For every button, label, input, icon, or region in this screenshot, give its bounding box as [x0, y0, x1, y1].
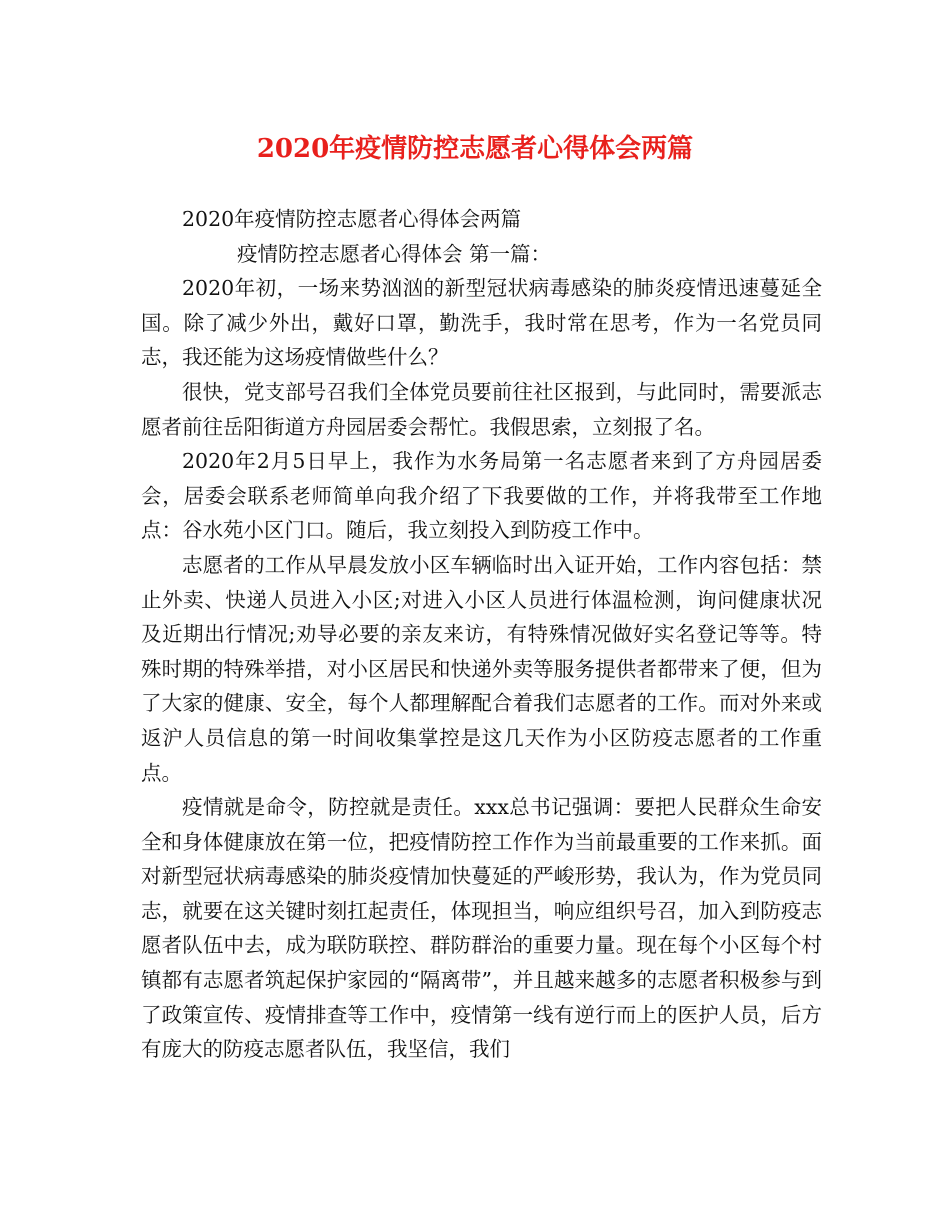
section-heading: 疫情防控志愿者心得体会 第一篇： [237, 241, 552, 266]
body-paragraph-heading: 2020年疫情防控志愿者心得体会两篇 [182, 207, 522, 231]
body-paragraph: 2020年2月5日早上，我作为水务局第一名志愿者来到了方舟园居委会，居委会联系老师简单向我介绍了下我要做的工作，并将我带至工作地点：谷水苑小区门口。随后，我立刻投入到防疫工作中。 [141, 449, 822, 543]
body-paragraph: 志愿者的工作从早晨发放小区车辆临时出入证开始，工作内容包括：禁止外卖、快递人员进入小区;对进入小区人员进行体温检测，询问健康状况及近期出行情况;劝导必要的亲友来访，有特殊情况做好实名登记等等。特殊时期的特殊举措，对小区居民和快递外卖等服务提供者都带来了便，但为了大家的健康、安全，每个人都理解配合着我们志愿者的工作。而对外来或返沪人员信息的第一时间收集掌控是这几天作为小区防疫志愿者的工作重点。 [141, 552, 822, 785]
body-paragraph: 很快，党支部号召我们全体党员要前往社区报到，与此同时，需要派志愿者前往岳阳街道方舟园居委会帮忙。我假思索，立刻报了名。 [141, 379, 822, 439]
document-title: 2020年疫情防控志愿者心得体会两篇 [256, 134, 694, 164]
body-paragraph: 2020年初，一场来势汹汹的新型冠状病毒感染的肺炎疫情迅速蔓延全国。除了减少外出，戴好口罩，勤洗手，我时常在思考，作为一名党员同志，我还能为这场疫情做些什么？ [141, 276, 822, 370]
body-paragraph: 疫情就是命令，防控就是责任。xxx总书记强调：要把人民群众生命安全和身体健康放在第一位，把疫情防控工作作为当前最重要的工作来抓。面对新型冠状病毒感染的肺炎疫情加快蔓延的严峻形势，我认为，作为党员同志，就要在这关键时刻扛起责任，体现担当，响应组织号召，加入到防疫志愿者队伍中去，成为联防联控、群防群治的重要力量。现在每个小区每个村镇都有志愿者筑起保护家园的“隔离带”，并且越来越多的志愿者积极参与到了政策宣传、疫情排查等工作中，疫情第一线有逆行而上的医护人员，后方有庞大的防疫志愿者队伍，我坚信，我们 [141, 795, 822, 1062]
document-body [141, 202, 822, 1067]
